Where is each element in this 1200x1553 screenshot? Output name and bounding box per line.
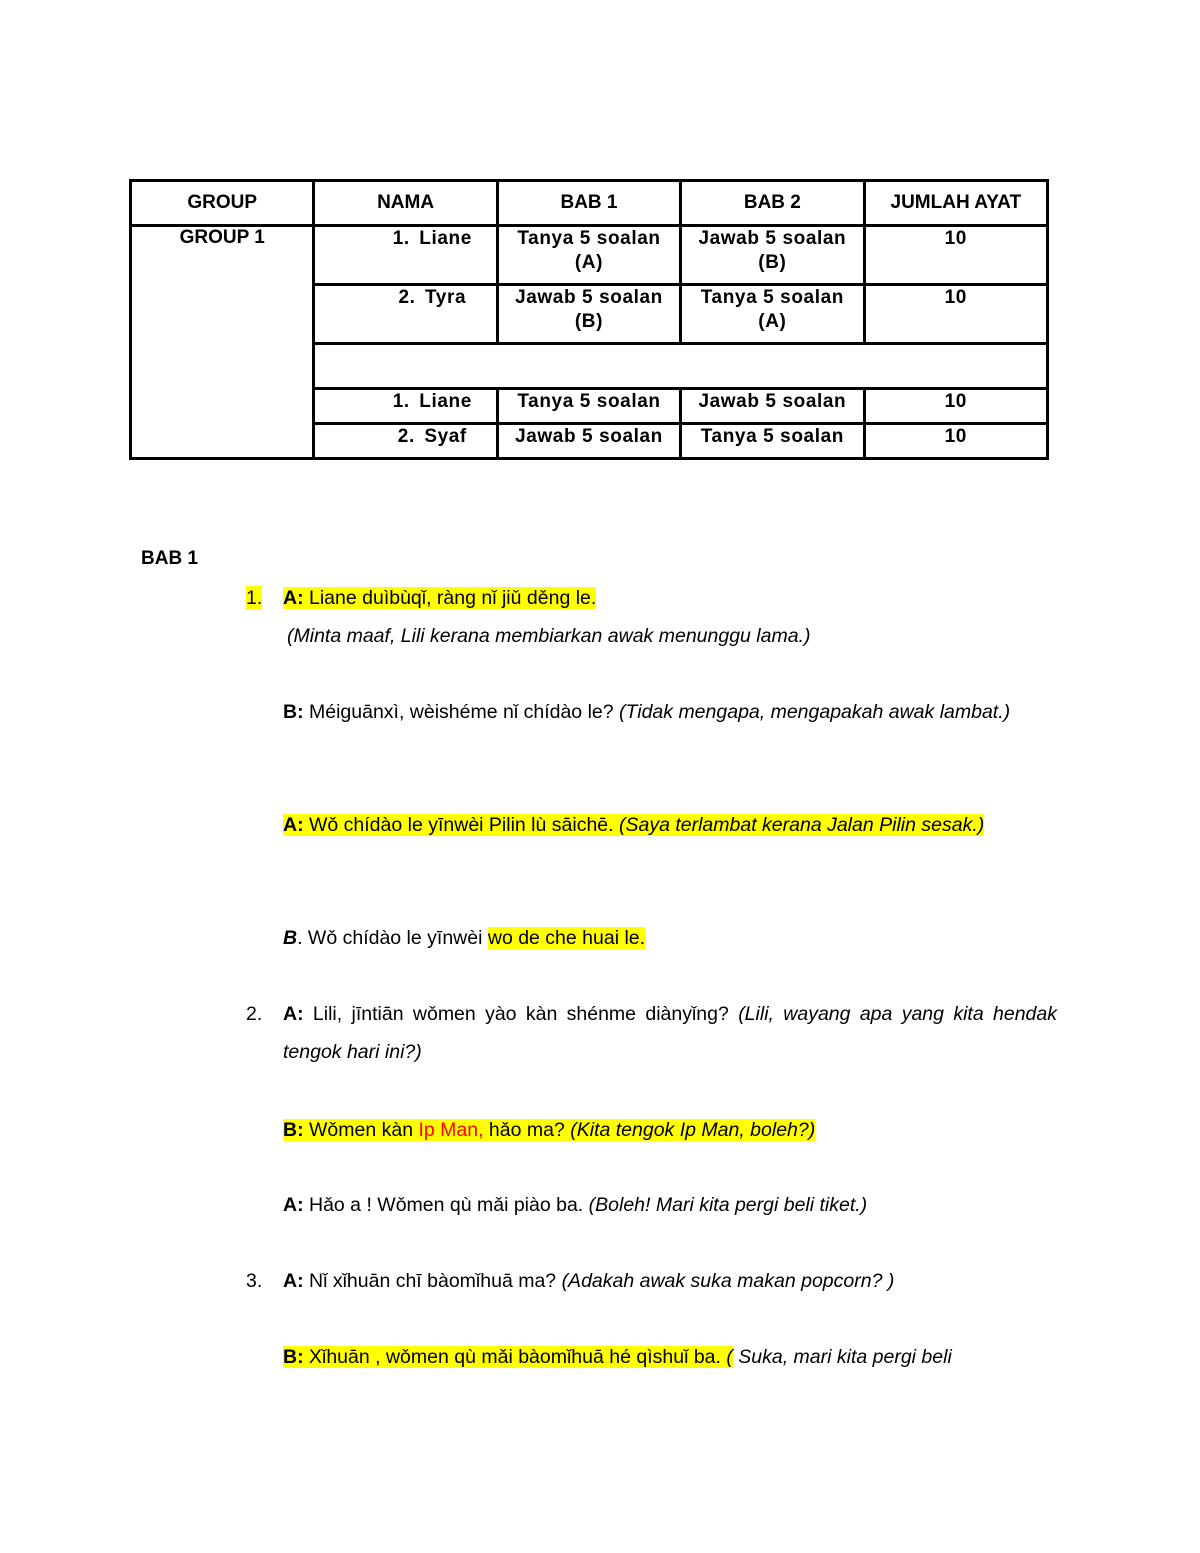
header-nama: NAMA xyxy=(314,181,497,226)
header-bab2: BAB 2 xyxy=(681,181,864,226)
section-heading: BAB 1 xyxy=(141,548,199,569)
total-cell: 10 xyxy=(864,389,1047,424)
dialogue-line: A: Wǒ chídào le yīnwèi Pilin lù sāichē. (Saya terlambat kerana Jalan Pilin sesak.) xyxy=(283,814,985,836)
total-cell: 10 xyxy=(864,226,1047,285)
bab2-cell: Jawab 5 soalan (B) xyxy=(681,226,864,285)
name-cell: 2. Tyra xyxy=(314,285,497,344)
bab1-cell: Tanya 5 soalan xyxy=(497,389,680,424)
name-cell: 2. Syaf xyxy=(314,424,497,459)
bab1-cell: Jawab 5 soalan (B) xyxy=(497,285,680,344)
bab1-cell: Jawab 5 soalan xyxy=(497,424,680,459)
group-label: GROUP 1 xyxy=(131,226,314,459)
blank-cell xyxy=(314,344,1048,389)
dialogue-line: A: Lili, jīntiān wǒmen yào kàn shénme diànyǐng? (Lili, wayang apa yang kita hendak tengok hari ini?) xyxy=(283,1003,1057,1063)
dialogue-line: A: Nǐ xǐhuān chī bàomǐhuā ma? (Adakah awak suka makan popcorn? ) xyxy=(283,1270,895,1292)
list-number: 1. xyxy=(246,587,263,609)
name-cell: 1. Liane xyxy=(314,389,497,424)
dialogue-line: B: Méiguānxì, wèishéme nǐ chídào le? (Tidak mengapa, mengapakah awak lambat.) xyxy=(283,701,1011,723)
bab2-cell: Jawab 5 soalan xyxy=(681,389,864,424)
dialogue-line: A: Hǎo a ! Wǒmen qù mǎi piào ba. (Boleh! Mari kita pergi beli tiket.) xyxy=(283,1194,868,1216)
dialogue-line: B: Xǐhuān , wǒmen qù mǎi bàomǐhuā hé qìshuǐ ba. ( Suka, mari kita pergi beli xyxy=(283,1346,952,1368)
header-group: GROUP xyxy=(131,181,314,226)
group-table xyxy=(129,179,1049,460)
bab1-cell: Tanya 5 soalan (A) xyxy=(497,226,680,285)
total-cell: 10 xyxy=(864,424,1047,459)
dialogue-line: B: Wǒmen kàn Ip Man, hǎo ma? (Kita tengok Ip Man, boleh?) xyxy=(283,1119,816,1141)
bab2-cell: Tanya 5 soalan (A) xyxy=(681,285,864,344)
table-row xyxy=(131,226,1048,285)
header-bab1: BAB 1 xyxy=(497,181,680,226)
name-cell: 1. Liane xyxy=(314,226,497,285)
table-header-row xyxy=(131,181,1048,226)
dialogue-line: B. Wǒ chídào le yīnwèi wo de che huai le. xyxy=(283,927,646,949)
header-jumlah-ayat: JUMLAH AYAT xyxy=(864,181,1047,226)
bab2-cell: Tanya 5 soalan xyxy=(681,424,864,459)
dialogue-line: A: Liane duìbùqǐ, ràng nǐ jiǔ děng le. xyxy=(283,587,597,609)
translation-line: (Minta maaf, Lili kerana membiarkan awak menunggu lama.) xyxy=(287,625,811,647)
total-cell: 10 xyxy=(864,285,1047,344)
list-number: 3. xyxy=(246,1270,263,1292)
list-number: 2. xyxy=(246,1003,263,1025)
